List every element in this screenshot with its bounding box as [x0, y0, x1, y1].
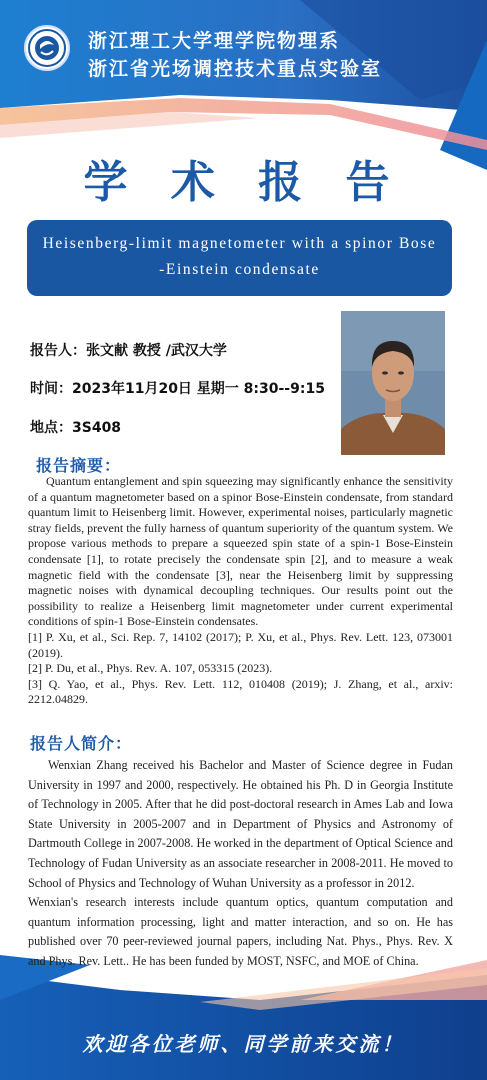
bio-paragraph-1: Wenxian Zhang received his Bachelor and Master of Science degree in Fudan University in 1997 and 2000, respectively. He obtained his Ph. D in Georgia Institute of Technology in 2005. After that he did post-doctoral research in Ames Lab and Iowa State University in 2005-2007 and in Department of Physics and Astronomy of Dartmouth College in 2007-2008. He worked in the department of Optical Science and Technology of Fudan University as an associate researcher in 2008-2011. He moved to School of Physics and Technology of Wuhan University as a professor in 2012.	[28, 758, 453, 890]
speaker-info: 报告人：张文献 教授 /武汉大学	[30, 343, 227, 359]
time-info: 时间：2023年11月20日 星期一 8:30--9:15	[30, 381, 325, 397]
speaker-photo	[341, 311, 445, 455]
abstract-heading: 报告摘要：	[36, 456, 122, 475]
bio-heading: 报告人简介：	[30, 734, 133, 753]
talk-title-box	[27, 220, 452, 296]
bio-paragraph-2: Wenxian's research interests include quantum optics, quantum computation and quantum information processing, light and matter interaction, and so on. He has published over 70 peer-reviewed journal papers, including Nat. Phys., Phys. Rev. X and Phys. Rev. Lett.. He has been funded by MOST, NSFC, and MOE of China.	[28, 895, 453, 968]
speaker-portrait	[341, 311, 445, 455]
page-title: 学 术 报 告	[83, 157, 404, 208]
university-logo	[24, 25, 70, 71]
abstract-text: Quantum entanglement and spin squeezing may significantly enhance the sensitivity of a quantum magnetometer based on a spinor Bose-Einstein condensate, from standard quantum limit to Heisenberg limit. However, experimental noises, particularly magnetic stray fields, prevent the fully harness of quantum superiority of the quantum system. We propose various methods to prepare a squeezed spin state of a spin-1 Bose-Einstein condensate [1], to rotate precisely the condensate spin [2], and to measure a weak magnetic field with the condensate [3], near the Heisenberg limit by suppressing magnetic noises with dynamical decoupling techniques. Our results point out the possibility to realize a Heisenberg limit magnetometer under current experimental conditions of spin-1 Bose-Einstein condensates.	[28, 474, 453, 629]
reference-list	[28, 630, 453, 708]
logo-emblem-icon	[26, 27, 68, 69]
welcome-banner: 欢迎各位老师、同学前来交流！	[82, 1032, 405, 1056]
talk-title-line-2: -Einstein condensate	[159, 261, 320, 278]
talk-title-line-1: Heisenberg-limit magnetometer with a spinor Bose	[42, 235, 437, 252]
reference-item: [1] P. Xu, et al., Sci. Rep. 7, 14102 (2017); P. Xu, et al., Phys. Rev. Lett. 123, 073001 (2019).	[28, 629, 453, 660]
org-line-2: 浙江省光场调控技术重点实验室	[88, 58, 383, 80]
org-line-1: 浙江理工大学理学院物理系	[88, 30, 341, 52]
reference-item: [2] P. Du, et al., Phys. Rev. A. 107, 053315 (2023).	[28, 661, 273, 676]
abstract-body	[28, 474, 453, 708]
reference-item: [3] Q. Yao, et al., Phys. Rev. Lett. 112, 010408 (2019); J. Zhang, et al., arxiv: 2212.04829.	[28, 676, 453, 707]
bio-body	[28, 756, 453, 972]
place-info: 地点：3S408	[30, 420, 122, 436]
